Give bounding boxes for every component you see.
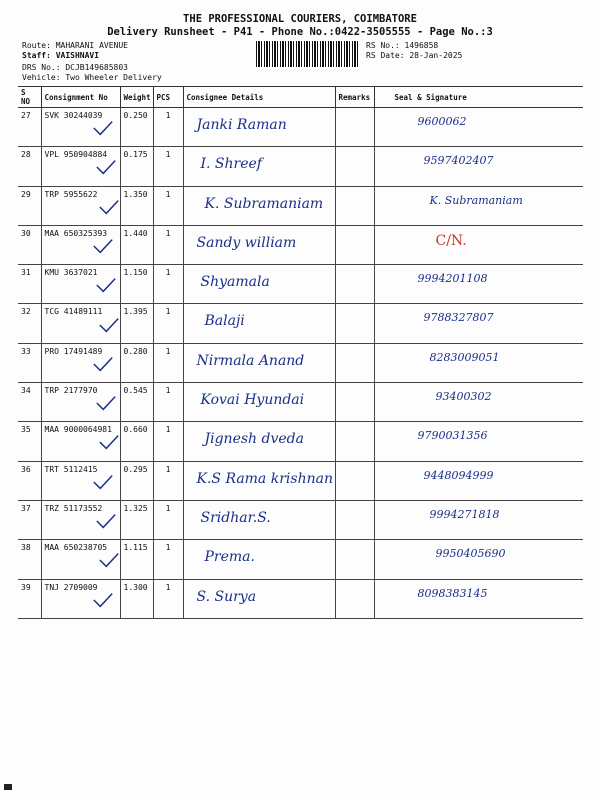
consignee-handwriting: Balaji (204, 313, 245, 330)
sno-cell: 35 (18, 422, 41, 461)
consignment-cell: PRO 17491489 (41, 343, 120, 382)
col-remarks: Remarks (335, 87, 374, 108)
tick-mark-icon (98, 433, 120, 451)
sno-cell: 33 (18, 343, 41, 382)
sno-cell: 32 (18, 304, 41, 343)
consignment-cell: TNJ 2709009 (41, 579, 120, 618)
remarks-cell (335, 422, 374, 461)
rs-no-text: RS No.: 1496858 (366, 41, 439, 50)
sno-cell: 38 (18, 540, 41, 579)
signature-cell (374, 383, 583, 422)
tick-mark-icon (92, 591, 114, 609)
sno-cell: 27 (18, 108, 41, 147)
consignee-cell (183, 383, 335, 422)
weight-cell: 0.175 (120, 147, 153, 186)
sno-cell: 30 (18, 225, 41, 264)
consignment-cell: TCG 41489111 (41, 304, 120, 343)
pcs-cell: 1 (153, 383, 183, 422)
sno-cell: 37 (18, 500, 41, 539)
consignee-cell (183, 265, 335, 304)
remarks-cell (335, 461, 374, 500)
col-consignment: Consignment No (41, 87, 120, 108)
signature-cell (374, 147, 583, 186)
remarks-cell (335, 304, 374, 343)
consignee-handwriting: Prema. (204, 549, 255, 566)
consignee-cell (183, 147, 335, 186)
col-sno: S NO (18, 87, 41, 108)
signature-handwriting: 93400302 (435, 390, 492, 404)
remarks-cell (335, 343, 374, 382)
right-meta (366, 41, 462, 61)
consignment-cell: SVK 30244039 (41, 108, 120, 147)
tick-mark-icon (92, 119, 114, 137)
tick-mark-icon (95, 276, 117, 294)
weight-cell: 0.280 (120, 343, 153, 382)
left-meta (22, 41, 162, 83)
signature-handwriting: 9600062 (417, 115, 467, 128)
tick-mark-icon (95, 512, 117, 530)
remarks-cell (335, 383, 374, 422)
consignee-handwriting: Kovai Hyundai (200, 392, 305, 409)
sno-cell: 31 (18, 265, 41, 304)
sno-cell: 29 (18, 186, 41, 225)
signature-cell (374, 108, 583, 147)
sno-cell: 34 (18, 383, 41, 422)
tick-mark-icon (98, 551, 120, 569)
consignee-cell (183, 186, 335, 225)
consignment-cell: TRP 5955622 (41, 186, 120, 225)
remarks-cell (335, 540, 374, 579)
route-text: Route: MAHARANI AVENUE (22, 41, 128, 50)
signature-handwriting: 9788327807 (423, 311, 494, 325)
sno-cell: 39 (18, 579, 41, 618)
weight-cell: 0.250 (120, 108, 153, 147)
col-consignee: Consignee Details (183, 87, 335, 108)
consignment-cell: MAA 650325393 (41, 225, 120, 264)
pcs-cell: 1 (153, 343, 183, 382)
tick-mark-icon (98, 316, 120, 334)
col-pcs: PCS (153, 87, 183, 108)
weight-cell: 0.660 (120, 422, 153, 461)
tick-mark-icon (98, 198, 120, 216)
consignment-cell: VPL 950904884 (41, 147, 120, 186)
sno-cell: 36 (18, 461, 41, 500)
signature-cell (374, 422, 583, 461)
consignee-cell (183, 422, 335, 461)
weight-cell: 1.325 (120, 500, 153, 539)
pcs-cell: 1 (153, 304, 183, 343)
consignee-cell (183, 225, 335, 264)
consignee-handwriting: Janki Raman (196, 117, 287, 133)
col-weight: Weight (120, 87, 153, 108)
signature-handwriting: 9950405690 (435, 547, 506, 561)
signature-cell (374, 343, 583, 382)
weight-cell: 0.295 (120, 461, 153, 500)
company-title: THE PROFESSIONAL COURIERS, COIMBATORE (183, 13, 417, 25)
runsheet-subtitle: Delivery Runsheet - P41 - Phone No.:0422-3505555 - Page No.:3 (107, 26, 493, 38)
tick-mark-icon (92, 473, 114, 491)
consignee-cell (183, 461, 335, 500)
table-header-row (18, 87, 583, 108)
signature-handwriting: C/N. (435, 232, 467, 249)
signature-cell (374, 265, 583, 304)
consignee-handwriting: Shyamala (200, 274, 270, 291)
consignee-handwriting: Sridhar.S. (200, 509, 271, 526)
pcs-cell: 1 (153, 461, 183, 500)
remarks-cell (335, 225, 374, 264)
consignee-handwriting: I. Shreef (200, 156, 262, 173)
consignee-handwriting: Nirmala Anand (196, 352, 305, 369)
tick-mark-icon (95, 394, 117, 412)
rs-date-text: RS Date: 28-Jan-2025 (366, 51, 463, 60)
remarks-cell (335, 147, 374, 186)
signature-handwriting: K. Subramaniam (429, 193, 523, 207)
weight-cell: 0.545 (120, 383, 153, 422)
signature-cell (374, 540, 583, 579)
pcs-cell: 1 (153, 108, 183, 147)
tick-mark-icon (92, 237, 114, 255)
pcs-cell: 1 (153, 265, 183, 304)
signature-cell (374, 186, 583, 225)
signature-handwriting: 8283009051 (429, 350, 500, 364)
consignment-cell: KMU 3637021 (41, 265, 120, 304)
consignment-cell: TRZ 51173552 (41, 500, 120, 539)
consignee-handwriting: S. Surya (196, 588, 257, 605)
consignment-cell: TRT 5112415 (41, 461, 120, 500)
consignment-cell: TRP 2177970 (41, 383, 120, 422)
signature-cell (374, 500, 583, 539)
signature-handwriting: 9448094999 (423, 468, 494, 482)
col-signature: Seal & Signature (374, 87, 583, 108)
page-mark (4, 784, 12, 790)
pcs-cell: 1 (153, 540, 183, 579)
consignee-cell (183, 579, 335, 618)
signature-handwriting: 9597402407 (423, 154, 494, 168)
pcs-cell: 1 (153, 186, 183, 225)
weight-cell: 1.300 (120, 579, 153, 618)
drs-text: DRS No.: DCJB149685803 (22, 63, 128, 72)
remarks-cell (335, 500, 374, 539)
weight-cell: 1.395 (120, 304, 153, 343)
staff-text: Staff: VAISHNAVI (22, 51, 100, 60)
vehicle-text: Vehicle: Two Wheeler Delivery (22, 73, 162, 82)
weight-cell: 1.350 (120, 186, 153, 225)
weight-cell: 1.150 (120, 265, 153, 304)
consignee-cell (183, 540, 335, 579)
weight-cell: 1.115 (120, 540, 153, 579)
signature-cell (374, 579, 583, 618)
signature-handwriting: 8098383145 (417, 586, 488, 600)
pcs-cell: 1 (153, 422, 183, 461)
pcs-cell: 1 (153, 500, 183, 539)
consignee-cell (183, 108, 335, 147)
weight-cell: 1.440 (120, 225, 153, 264)
signature-handwriting: 9994201108 (417, 272, 488, 286)
consignee-handwriting: K. Subramaniam (204, 195, 324, 212)
signature-cell (374, 461, 583, 500)
tick-mark-icon (92, 355, 114, 373)
consignee-cell (183, 343, 335, 382)
consignee-handwriting: Jignesh dveda (204, 431, 304, 448)
pcs-cell: 1 (153, 225, 183, 264)
signature-cell (374, 225, 583, 264)
consignment-cell: MAA 9000064981 (41, 422, 120, 461)
consignee-handwriting: K.S Rama krishnan (196, 470, 333, 487)
pcs-cell: 1 (153, 147, 183, 186)
consignee-cell (183, 500, 335, 539)
consignee-cell (183, 304, 335, 343)
signature-cell (374, 304, 583, 343)
barcode-image (256, 41, 360, 67)
pcs-cell: 1 (153, 579, 183, 618)
consignee-handwriting: Sandy william (196, 234, 297, 251)
remarks-cell (335, 186, 374, 225)
tick-mark-icon (95, 158, 117, 176)
remarks-cell (335, 108, 374, 147)
consignment-cell: MAA 650238705 (41, 540, 120, 579)
signature-handwriting: 9994271818 (429, 507, 500, 521)
remarks-cell (335, 579, 374, 618)
sno-cell: 28 (18, 147, 41, 186)
remarks-cell (335, 265, 374, 304)
signature-handwriting: 9790031356 (417, 429, 488, 443)
